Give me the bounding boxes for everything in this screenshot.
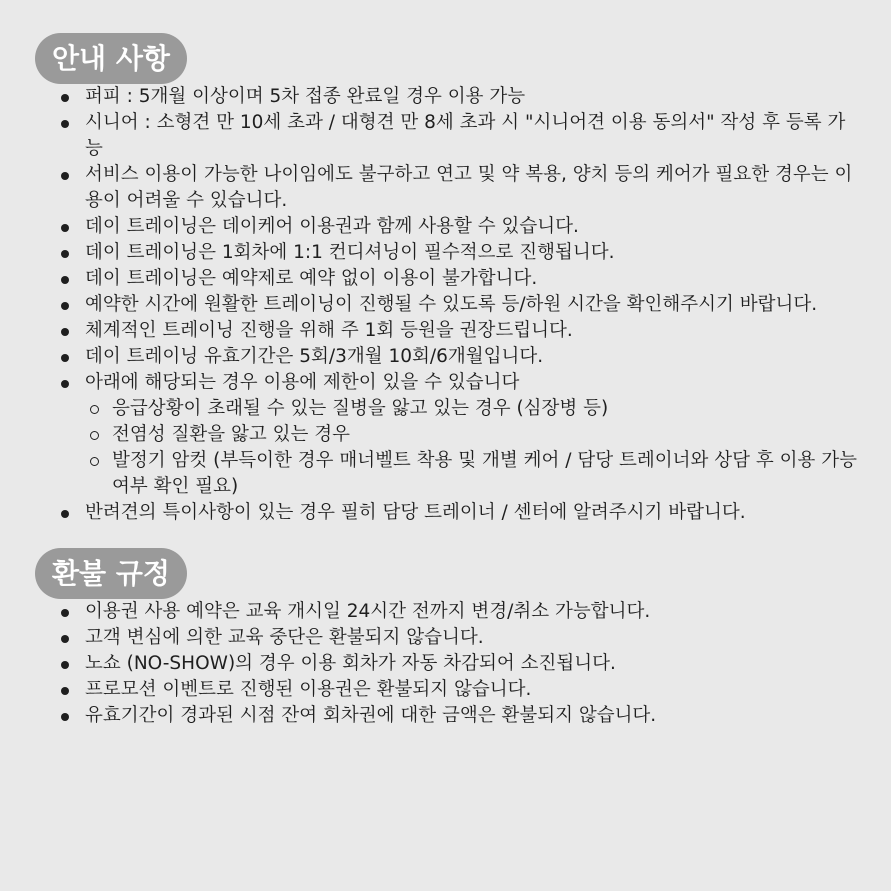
refund-list <box>35 599 861 729</box>
notice-item-reservation: 데이 트레이닝은 예약제로 예약 없이 이용이 불가합니다. <box>35 266 861 292</box>
notice-item-restrictions-label: 아래에 해당되는 경우 이용에 제한이 있을 수 있습니다 <box>85 372 520 393</box>
refund-item-expired: 유효기간이 경과된 시점 잔여 회차권에 대한 금액은 환불되지 않습니다. <box>35 703 861 729</box>
notice-item-care-restriction: 서비스 이용이 가능한 나이임에도 불구하고 연고 및 약 복용, 양치 등의 케어가 필요한 경우는 이용이 어려울 수 있습니다. <box>35 162 861 214</box>
refund-section-title: 환불 규정 <box>35 548 187 599</box>
refund-item-change-cancel: 이용권 사용 예약은 교육 개시일 24시간 전까지 변경/취소 가능합니다. <box>35 599 861 625</box>
refund-item-no-show: 노쇼 (NO-SHOW)의 경우 이용 회차가 자동 차감되어 소진됩니다. <box>35 651 861 677</box>
restriction-item-emergency: 응급상황이 초래될 수 있는 질병을 앓고 있는 경우 (심장병 등) <box>85 396 861 422</box>
restriction-item-infectious: 전염성 질환을 앓고 있는 경우 <box>85 422 861 448</box>
notice-item-schedule-check: 예약한 시간에 원활한 트레이닝이 진행될 수 있도록 등/하원 시간을 확인해주시기 바랍니다. <box>35 292 861 318</box>
notice-list <box>35 84 861 526</box>
refund-item-change-of-mind: 고객 변심에 의한 교육 중단은 환불되지 않습니다. <box>35 625 861 651</box>
refund-item-promotion: 프로모션 이벤트로 진행된 이용권은 환불되지 않습니다. <box>35 677 861 703</box>
notice-item-weekly-visit: 체계적인 트레이닝 진행을 위해 주 1회 등원을 권장드립니다. <box>35 318 861 344</box>
notice-item-daycare-combo: 데이 트레이닝은 데이케어 이용권과 함께 사용할 수 있습니다. <box>35 214 861 240</box>
restriction-item-heat: 발정기 암컷 (부득이한 경우 매너벨트 착용 및 개별 케어 / 담당 트레이너와 상담 후 이용 가능 여부 확인 필요) <box>85 448 861 500</box>
notice-item-restrictions <box>35 370 861 500</box>
notice-item-validity: 데이 트레이닝 유효기간은 5회/3개월 10회/6개월입니다. <box>35 344 861 370</box>
notice-item-puppy: 퍼피 : 5개월 이상이며 5차 접종 완료일 경우 이용 가능 <box>35 84 861 110</box>
notice-item-senior: 시니어 : 소형견 만 10세 초과 / 대형견 만 8세 초과 시 "시니어견 이용 동의서" 작성 후 등록 가능 <box>35 110 861 162</box>
notice-item-special-notes: 반려견의 특이사항이 있는 경우 필히 담당 트레이너 / 센터에 알려주시기 바랍니다. <box>35 500 861 526</box>
notice-item-conditioning: 데이 트레이닝은 1회차에 1:1 컨디셔닝이 필수적으로 진행됩니다. <box>35 240 861 266</box>
restriction-sub-list <box>85 396 861 500</box>
notice-section-title: 안내 사항 <box>35 33 187 84</box>
